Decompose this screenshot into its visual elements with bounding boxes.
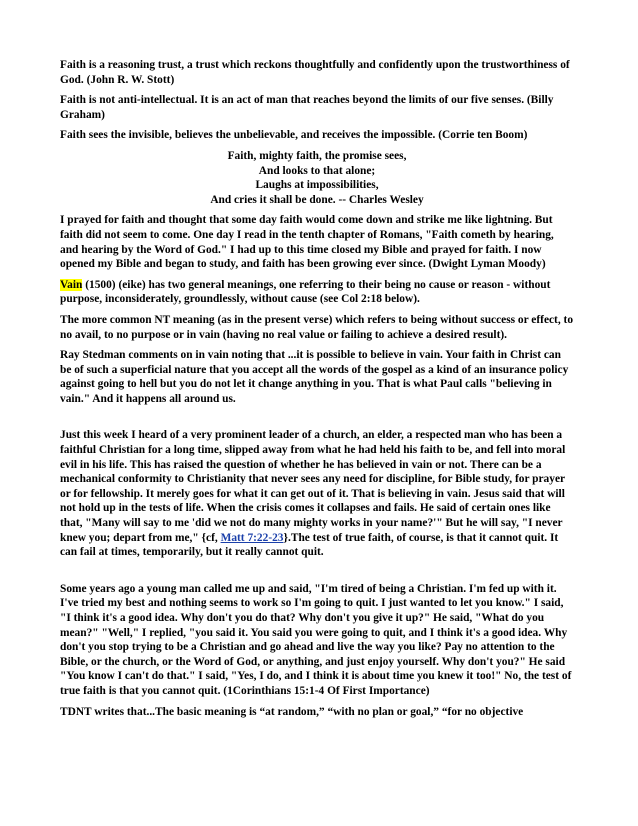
wesley-poem — [60, 149, 574, 207]
vain-definition-text: (1500) (eike) has two general meanings, one referring to their being no cause or reason - without purpose, inconsiderately, groundlessly, without cause (see Col 2:18 below). — [60, 278, 551, 306]
nt-meaning: The more common NT meaning (as in the present verse) which refers to being without success or effect, to no avail, to no purpose or in vain (having no real value or failing to achieve a desired result). — [60, 313, 574, 341]
poem-line: Laughs at impossibilities, — [255, 179, 379, 192]
matt-reference-link[interactable]: Matt 7:22-23 — [220, 531, 284, 544]
tdnt-paragraph: TDNT writes that...The basic meaning is “at random,” “with no plan or goal,” “for no objective — [60, 705, 524, 718]
poem-line: Faith, mighty faith, the promise sees, — [227, 149, 407, 162]
quote-ten-boom: Faith sees the invisible, believes the unbelievable, and receives the impossible. (Corrie ten Boom) — [60, 129, 528, 142]
highlighted-term: Vain — [60, 278, 83, 291]
spacer — [60, 566, 574, 582]
poem-line: And looks to that alone; — [258, 164, 376, 177]
quote-graham: Faith is not anti-intellectual. It is an act of man that reaches beyond the limits of our five senses. (Billy Graham) — [60, 94, 554, 121]
moody-quote: I prayed for faith and thought that some day faith would come down and strike me like lightning. But faith did not seem to come. One day I read in the tenth chapter of Romans, "Faith cometh by hearing, and hearing by the Word of God." I had up to this time closed my Bible and prayed for faith. I now opened my Bible and began to study, and faith has been growing ever since. (Dwight Lyman Moody) — [60, 214, 554, 271]
stedman-comment: Ray Stedman comments on in vain noting that ...it is possible to believe in vain. Your faith in Christ can be of such a superficial nature that you accept all the words of the gospel as a kind of an insurance policy against going to hell but you do not let it change anything in you. That is what Paul calls "believing in vain." And it happens all around us. — [60, 349, 569, 405]
poem-line: And cries it shall be done. -- Charles Wesley — [210, 193, 424, 206]
leader-text: Just this week I heard of a very prominent leader of a church, an elder, a respected man who has been a faithful Christian for a long time, slipped away from what he had held his faith to be, and fell into moral evil in his life. This has raised the question of whether he has believed in vain or not. There can be a mechanical conformity to Christianity that never sees any need for discipline, for Bible study, for prayer or for fellowship. It merely goes for what it can get out of it. That is believing in vain. Jesus said that will not hold up in the tests of life. When the crisis comes it collapses and fails. He said of certain ones like that, "Many will say to me 'did we not do many mighty works in your name?'" But he will say, "I never knew you; depart from me," {cf, — [60, 429, 566, 544]
leader-paragraph — [60, 428, 574, 559]
young-man-paragraph: Some years ago a young man called me up and said, "I'm tired of being a Christian. I'm fed up with it. I've tried my best and nothing seems to work so I'm going to quit. I just wanted to let you know." I said, "I think it's a good idea. Why don't you do that? Why don't you give it up?" He said, "What do you mean?" "Well," I replied, "you said it. You said you were going to quit, and I think it's a good idea. Why don't you stop trying to be a Christian and go ahead and live the way you like? Pay no attention to the Bible, or the church, or the Word of God, or anything, and just enjoy yourself. Why don't you?" He said "You know I can't do that." I said, "Yes, I do, and I think it is about time you knew it too!" No, the test of true faith is that you cannot quit. (1Corinthians 15:1-4 Of First Importance) — [60, 582, 572, 697]
quote-stott: Faith is a reasoning trust, a trust which reckons thoughtfully and confidently upon the trustworthiness of God. (John R. W. Stott) — [60, 59, 570, 86]
vain-definition — [60, 278, 574, 307]
leader-text-end: }.The test of true faith, of course, is that it cannot quit. It can fail at times, temporarily, but it really cannot quit. — [60, 531, 559, 559]
spacer — [60, 412, 574, 428]
